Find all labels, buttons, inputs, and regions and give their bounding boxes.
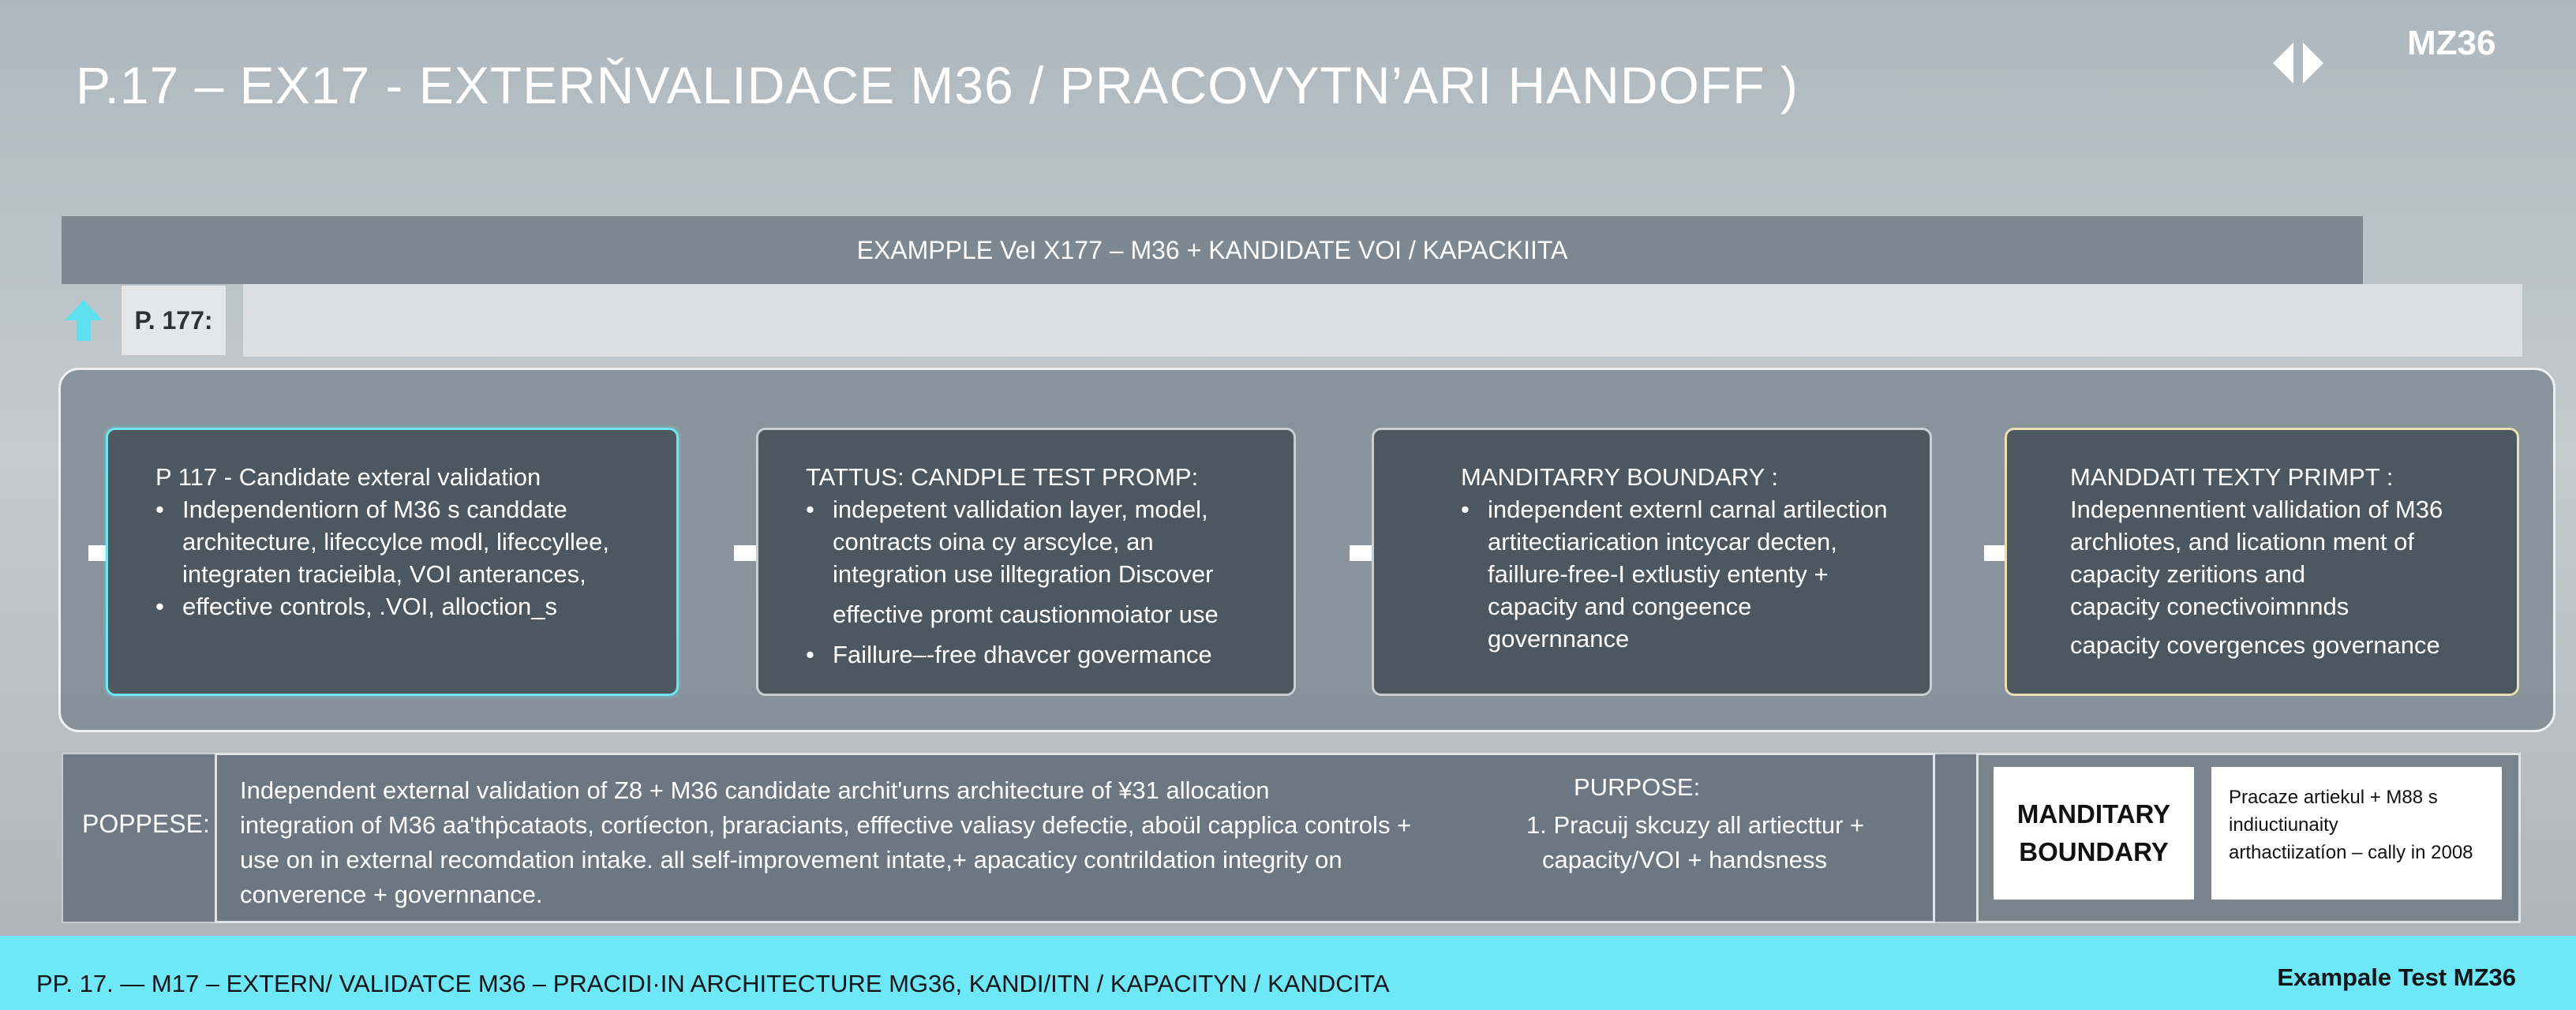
prompt-input[interactable] xyxy=(243,284,2522,357)
page-title: P.17 – EX17 - EXTERŇVALIDACE M36 / PRACOVYTN’ARI HANDOFF ) xyxy=(76,56,1799,114)
purpose-item: 1. Pracuij skcuzy all artiecttur + xyxy=(1526,811,1865,839)
card-title: MANDDATI TEXTY PRIMPT : xyxy=(2070,463,2394,491)
badge-line: MANDITARY xyxy=(2016,799,2171,829)
description-line: converence + governnance. xyxy=(240,881,543,909)
card-line: archliotes, and licationn ment of xyxy=(2070,527,2414,556)
note-line: arthactiizatíon – cally in 2008 xyxy=(2229,841,2473,863)
card-line: capacity conectivoimnnds xyxy=(2070,592,2349,620)
card-bullet: • effective controls, .VOI, alloction_s xyxy=(155,591,645,623)
footer-caption: PP. 17. — M17 – EXTERN/ VALIDATCE M36 – PRACIDI·IN ARCHITECTURE MG36, KANDI/ITN / KAPACITYN / KANDCITA xyxy=(36,970,1390,997)
card-line: effective promt caustionmoiator use xyxy=(833,600,1219,628)
card-bullet: • independent externl carnal artilection artitectiarication intcycar decten, faillure-free-I extlustiy ententy + capacity and congeence governnance xyxy=(1461,494,1898,656)
note-line: Pracaze artiekul + M88 s xyxy=(2229,787,2438,808)
purpose-title: PURPOSE: xyxy=(1574,773,1701,801)
card-mandatory-prompt[interactable] xyxy=(2005,428,2519,696)
card-title: TATTUS: CANDPLE TEST PROMP: xyxy=(806,463,1199,491)
card-title: MANDITARRY BOUNDARY : xyxy=(1461,463,1778,491)
brand-label: MZ36 xyxy=(2407,24,2496,62)
prompt-label: P. 177: xyxy=(122,286,226,355)
card-line: capacity covergences governance xyxy=(2070,630,2440,659)
description-text xyxy=(240,773,1534,912)
card-title: P 117 - Candidate exteral validation xyxy=(155,463,541,491)
purpose-label: POPPESE: xyxy=(82,810,210,838)
footer-brand: Exampale Test MZ36 xyxy=(2277,963,2516,991)
mandatory-boundary-badge[interactable] xyxy=(1994,767,2194,900)
card-line: capacity zeritions and xyxy=(2070,559,2306,588)
card-candidate-validation[interactable] xyxy=(106,428,679,696)
card-bullet: • indepetent vallidation layer, model, contracts oina cy arscylce, an integration use illtegration Discover xyxy=(806,494,1262,591)
note-line: indiuctiunaity xyxy=(2229,814,2338,836)
card-line: Indepennentient vallidation of M36 xyxy=(2070,495,2443,523)
badge-line: BOUNDARY xyxy=(2019,837,2169,866)
card-mandatory-boundary[interactable] xyxy=(1372,428,1932,696)
purpose-list xyxy=(1526,808,1864,877)
diamond-split-logo-icon xyxy=(2270,38,2327,88)
description-line: integration of M36 aa'thṗcataots, cortíecton, þraraciants, efffective valiasy defectie, aboül capplica controls + xyxy=(240,811,1412,840)
example-bar-label: EXAMPPLE VeI X177 – M36 + KANDIDATE VOI / KAPACKIITA xyxy=(856,235,1568,264)
note-box xyxy=(2211,767,2502,900)
card-bullet: • Independentiorn of M36 s canddate architecture, lifeccylce modl, lifeccyllee, integraten tracieibla, VOI anterances, xyxy=(155,494,645,591)
description-line: Independent external validation of Z8 + M36 candidate archit'urns architecture of ¥31 allocation xyxy=(240,776,1270,804)
arrow-up-icon[interactable] xyxy=(63,297,104,344)
card-test-prompt[interactable] xyxy=(756,428,1296,696)
example-bar xyxy=(62,216,2363,284)
purpose-item: capacity/VOI + handsness xyxy=(1542,846,1828,874)
description-line: use on in external recomdation intake. all self-improvement intate,+ apacaticy contrildation integrity on xyxy=(240,846,1342,874)
card-bullet: • Faillure–-free dhavcer govermance xyxy=(806,639,1262,671)
